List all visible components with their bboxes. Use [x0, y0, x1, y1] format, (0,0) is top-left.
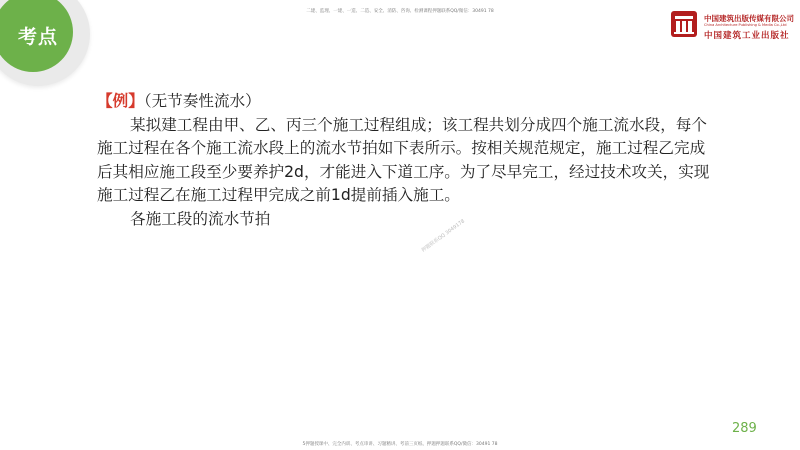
example-content — [97, 90, 737, 231]
paragraph-line: 施工过程在各个施工流水段上的流水节拍如下表所示。按相关规范规定，施工过程乙完成 — [97, 139, 706, 157]
publisher-name-cn: 中国建筑出版传媒有限公司 — [704, 14, 794, 23]
top-note: 二建、监理、一建、一造、二造、安全、消防、咨询、检测课程押题联系QQ/微信：30491 78 — [306, 9, 494, 14]
publisher-seal: 中国建筑工业出版社 — [704, 31, 790, 41]
publisher-name-en: China Architecture Publishing & Media Co.,Ltd — [704, 22, 787, 27]
watermark: 押题联系QQ 3049178 — [420, 218, 466, 254]
publisher-logo — [670, 10, 795, 40]
example-tag: 【例】 — [97, 92, 144, 110]
paragraph-line: 某拟建工程由甲、乙、丙三个施工过程组成；该工程共划分成四个施工流水段，每个 — [130, 115, 707, 134]
publisher-emblem-icon — [670, 10, 698, 38]
bottom-note: 5押题授课中、完全内训、考点串讲、习题精讲、考前三页纸、押题押题联系QQ/微信：30491 78 — [302, 442, 498, 447]
topic-badge-label: 考点 — [17, 25, 58, 48]
example-heading — [97, 90, 737, 114]
paragraph-line: 后其相应施工段至少要养护2d，才能进入下道工序。为了尽早完工，经过技术攻关，实现 — [97, 162, 710, 181]
table-caption: 各施工段的流水节拍 — [130, 209, 271, 228]
example-title: （无节奏性流水） — [143, 92, 261, 110]
page-number: 289 — [732, 421, 757, 436]
paragraph-line: 施工过程乙在施工过程甲完成之前1d提前插入施工。 — [97, 186, 460, 204]
